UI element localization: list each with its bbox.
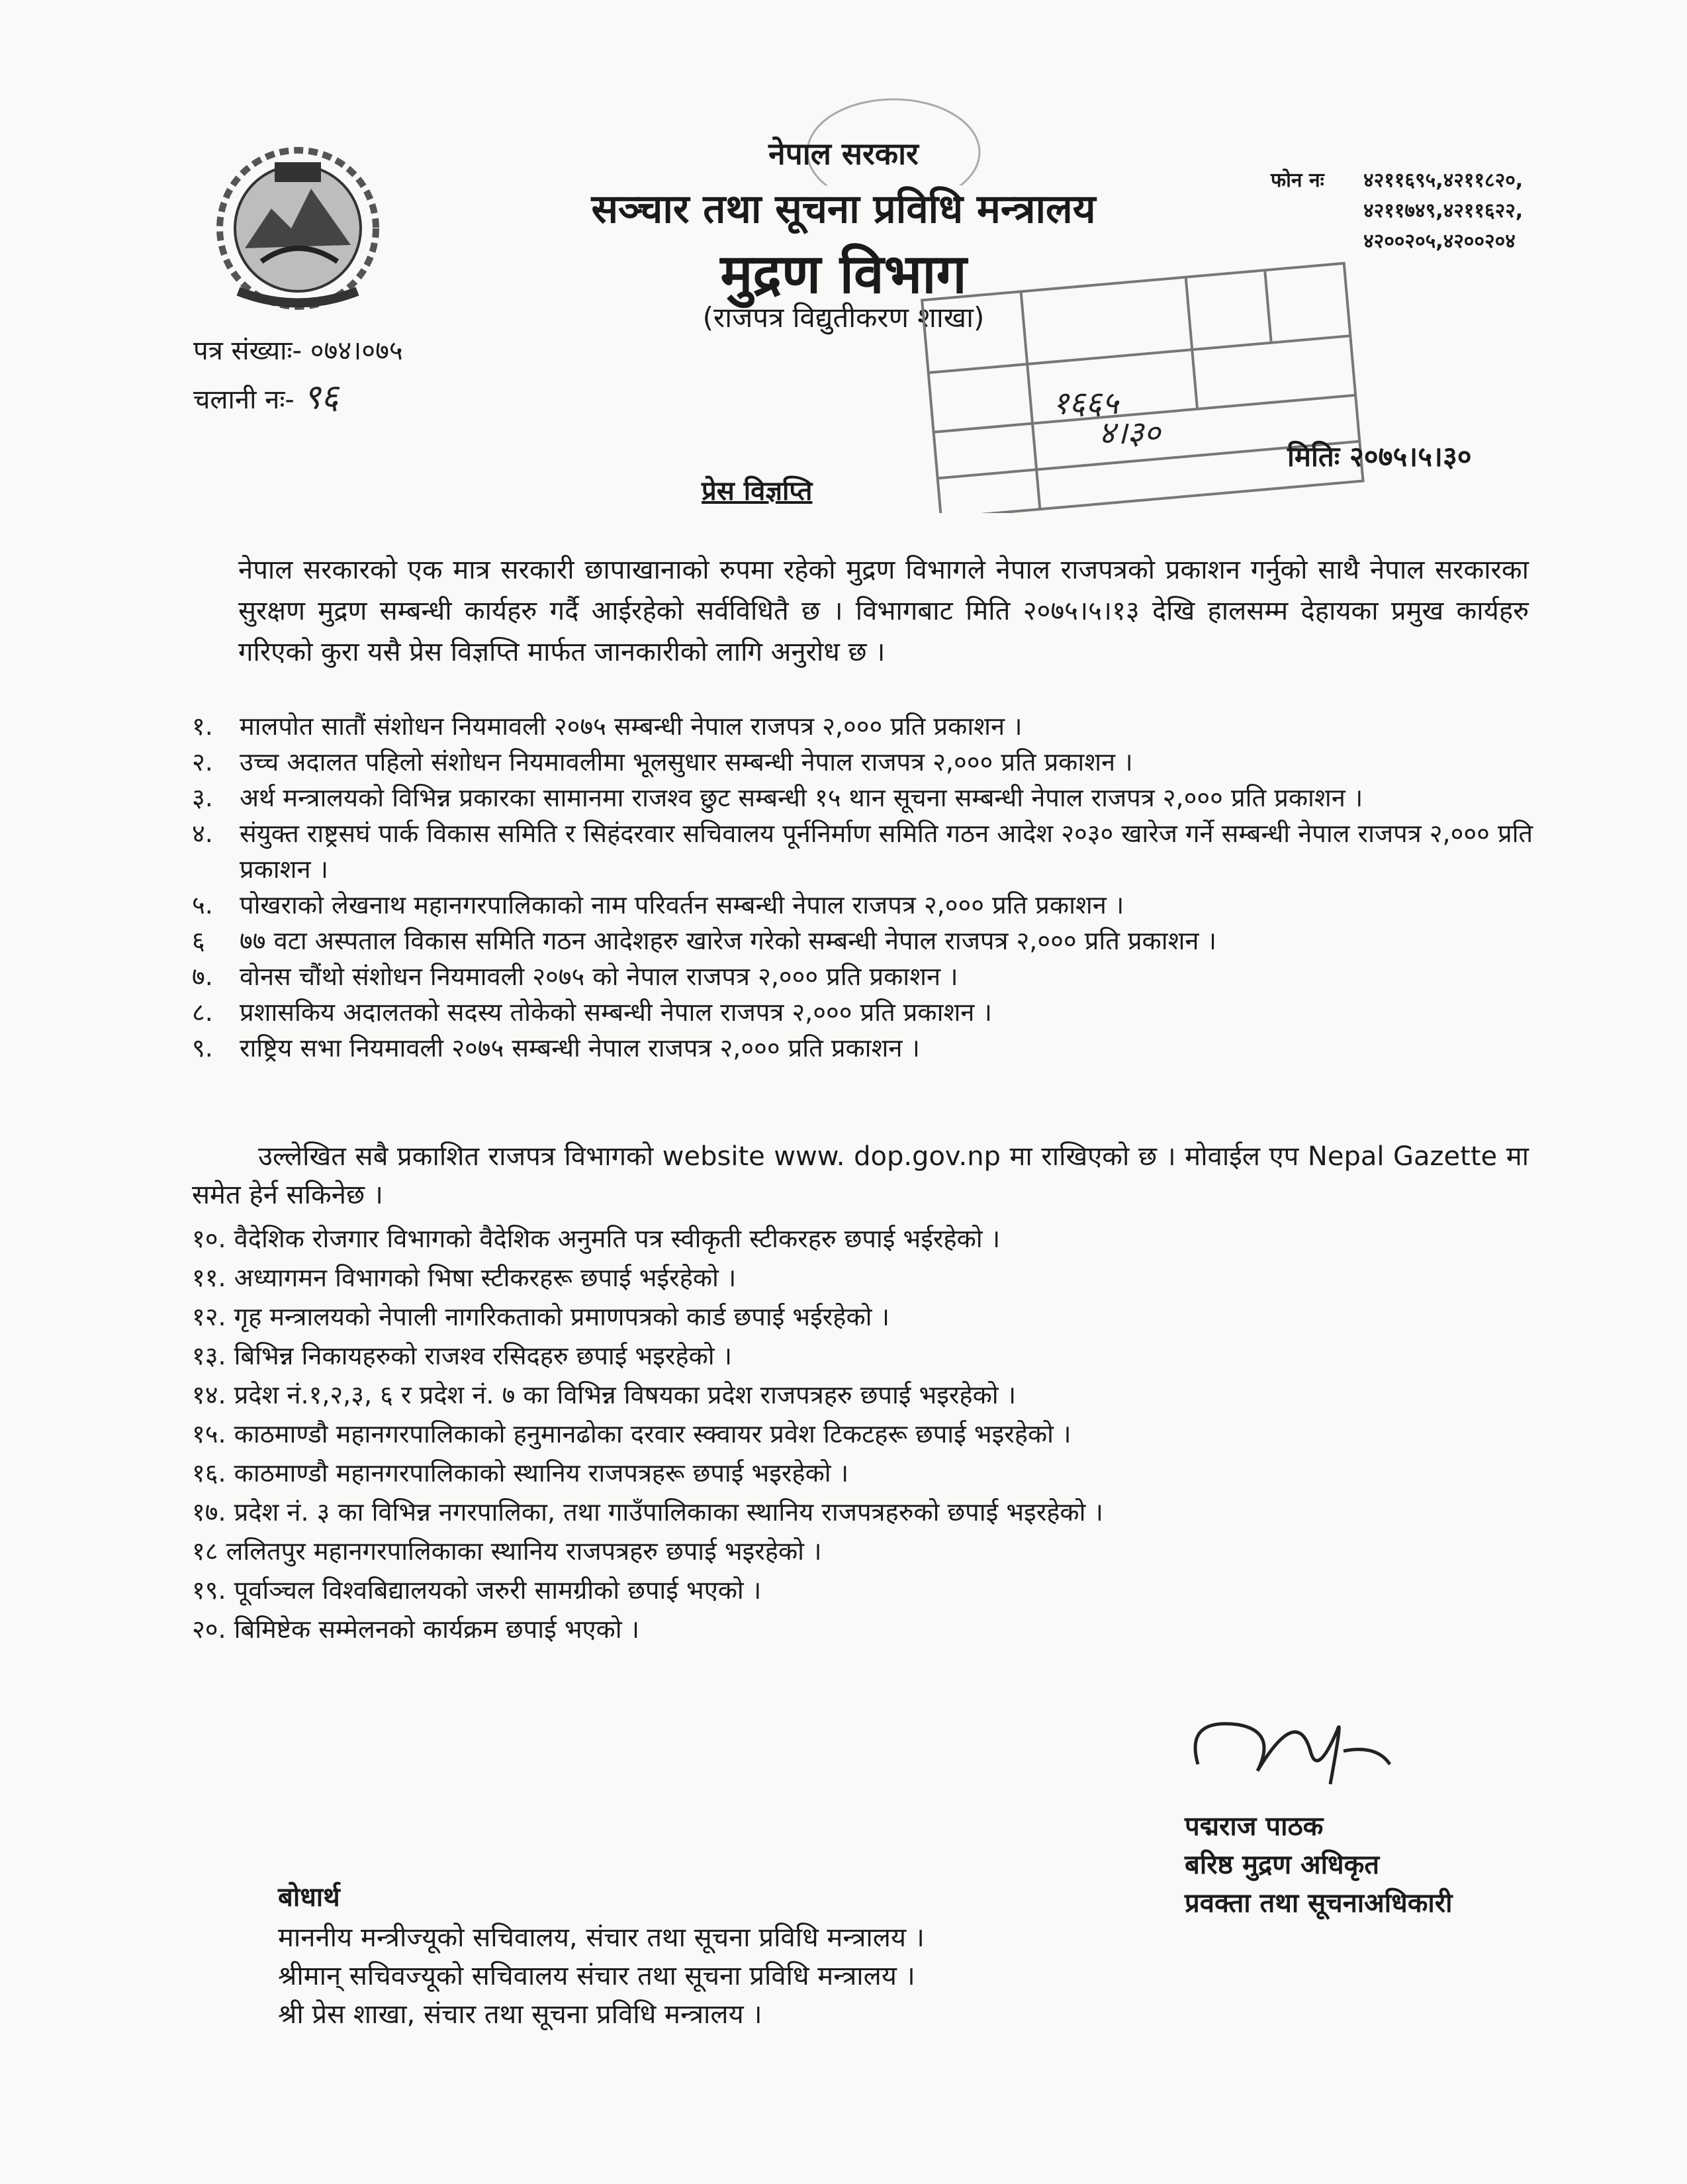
list-item (192, 708, 1542, 744)
cc-title: बोधार्थ (278, 1882, 340, 1913)
list-text: उच्च अदालत पहिलो संशोधन नियमावलीमा भूलसुधार सम्बन्धी नेपाल राजपत्र २,००० प्रति प्रकाशन । (240, 747, 1133, 777)
list-number: २. (192, 747, 213, 777)
list-item: १६. काठमाण्डौ महानगरपालिकाको स्थानिय राजपत्रहरू छपाई भइरहेको । (192, 1458, 849, 1488)
list-item: ११. अध्यागमन विभागको भिषा स्टीकरहरू छपाई भईरहेको । (192, 1263, 737, 1292)
list-item (192, 1030, 1542, 1066)
cc-recipient: माननीय मन्त्रीज्यूको सचिवालय, संचार तथा सूचना प्रविधि मन्त्रालय । (278, 1923, 925, 1953)
list-item: १८ ललितपुर महानगरपालिकाका स्थानिय राजपत्रहरु छपाई भइरहेको । (192, 1537, 822, 1566)
list-number: ५. (192, 890, 213, 920)
list-text: अर्थ मन्त्रालयको विभिन्न प्रकारका सामानमा राजश्व छुट सम्बन्धी १५ थान सूचना सम्बन्धी नेपाल राजपत्र २,००० प्रति प्रकाशन । (240, 783, 1363, 812)
list-text: संयुक्त राष्ट्रसघं पार्क विकास समिति र सिहंदरवार सचिवालय पूर्ननिर्माण समिति गठन आदेश २०३० खारेज गर्ने सम्बन्धी नेपाल राजपत्र २,००० प्रति प्रकाशन । (240, 819, 1533, 884)
list-item: १४. प्रदेश नं.१,२,३, ६ र प्रदेश नं. ७ का विभिन्न विषयका प्रदेश राजपत्रहरु छपाई भइरहेको । (192, 1380, 1017, 1409)
signatory-name: पद्मराज पाठक (1185, 1811, 1324, 1842)
list-text: मालपोत सातौं संशोधन नियमावली २०७५ सम्बन्धी नेपाल राजपत्र २,००० प्रति प्रकाशन । (240, 712, 1023, 741)
intro-paragraph: नेपाल सरकारको एक मात्र सरकारी छापाखानाको रुपमा रहेको मुद्रण विभागले नेपाल राजपत्रको प्रकाशन गर्नुको साथै नेपाल सरकारका सुरक्षण मुद्रण सम्बन्धी कार्यहरु गर्दै आईरहेको सर्वविधितै छ । विभागबाट मिति २०७५।५।१३ देखि हालसम्म देहायका प्रमुख कार्यहरु गरिएको कुरा यसै प्रेस विज्ञप्ति मार्फत जानकारीको लागि अनुरोध छ । (238, 555, 1529, 667)
cc-list (278, 1919, 925, 2034)
signatory-role: प्रवक्ता तथा सूचनाअधिकारी (1185, 1888, 1453, 1919)
list-item: २०. बिमिष्टेक सम्मेलनको कार्यक्रम छपाई भएको । (192, 1615, 640, 1644)
signatory-designation: बरिष्ठ मुद्रण अधिकृत (1185, 1850, 1380, 1880)
branch-name: (राजपत्र विद्युतीकरण शाखा) (702, 301, 985, 334)
list-text: पोखराको लेखनाथ महानगरपालिकाको नाम परिवर्तन सम्बन्धी नेपाल राजपत्र २,००० प्रति प्रकाशन । (240, 890, 1124, 920)
list-item: १२. गृह मन्त्रालयको नेपाली नागरिकताको प्रमाणपत्रको कार्ड छपाई भईरहेको । (192, 1302, 889, 1331)
phone-label: फोन नः (1271, 169, 1324, 192)
list-item: १७. प्रदेश नं. ३ का विभिन्न नगरपालिका, तथा गाउँपालिकाका स्थानिय राजपत्रहरुको छपाई भइरहेको । (192, 1497, 1103, 1527)
list-number: ९. (192, 1033, 213, 1063)
cc-recipient: श्रीमान् सचिवज्यूको सचिवालय संचार तथा सूचना प्रविधि मन्त्रालय । (278, 1961, 915, 1991)
printing-task-list (192, 1219, 1542, 1649)
government-name: नेपाल सरकार (768, 136, 919, 171)
list-item (192, 780, 1542, 816)
publication-list (192, 708, 1542, 1066)
phone-number: ४२००२०५,४२००२०४ (1363, 230, 1516, 253)
list-number: ४. (192, 819, 213, 848)
department-name: मुद्रण विभाग (720, 243, 967, 306)
dispatch-label: चलानी नः- (193, 385, 295, 415)
list-number: १. (192, 712, 213, 741)
stamp-handwritten-number: १६६५ (1052, 385, 1118, 422)
list-item (192, 959, 1542, 994)
list-text: राष्ट्रिय सभा नियमावली २०७५ सम्बन्धी नेपाल राजपत्र २,००० प्रति प्रकाशन । (240, 1033, 920, 1063)
phone-numbers (1363, 166, 1523, 257)
website-note: उल्लेखित सबै प्रकाशित राजपत्र विभागको website www. dop.gov.np मा राखिएको छ । मोवाईल एप Nepal Gazette मा समेत हेर्न सकिनेछ । (192, 1141, 1529, 1210)
list-item (192, 816, 1542, 887)
cc-recipient: श्री प्रेस शाखा, संचार तथा सूचना प्रविधि मन्त्रालय । (278, 1999, 762, 2030)
list-item (192, 744, 1542, 780)
document-date: मितिः २०७५।५।३० (1287, 440, 1472, 473)
list-item (192, 887, 1542, 923)
dispatch-number (193, 372, 339, 419)
list-text: ७७ वटा अस्पताल विकास समिति गठन आदेशहरु खारेज गरेको सम्बन्धी नेपाल राजपत्र २,००० प्रति प्रकाशन । (240, 926, 1216, 955)
list-item: १५. काठमाण्डौ महानगरपालिकाको हनुमानढोका दरवार स्क्वायर प्रवेश टिकटहरू छपाई भइरहेको । (192, 1419, 1071, 1448)
stamp-handwritten-number: ४।३० (1099, 414, 1161, 451)
list-item: १३. बिभिन्न निकायहरुको राजश्व रसिदहरु छपाई भइरहेको । (192, 1341, 733, 1370)
list-text: वोनस चौंथो संशोधन नियमावली २०७५ को नेपाल राजपत्र २,००० प्रति प्रकाशन । (240, 962, 958, 991)
list-item (192, 994, 1542, 1030)
list-item: १९. पूर्वाञ्चल विश्वबिद्यालयको जरुरी सामग्रीको छपाई भएको । (192, 1576, 762, 1605)
phone-number: ४२११७४९,४२११६२२, (1363, 199, 1524, 222)
signatory-block (1185, 1807, 1453, 1923)
ministry-name: सञ्चार तथा सूचना प्रविधि मन्त्रालय (591, 186, 1096, 232)
list-number: ७. (192, 962, 213, 991)
dispatch-value: ९६ (302, 377, 339, 417)
list-text: प्रशासकिय अदालतको सदस्य तोकेको सम्बन्धी नेपाल राजपत्र २,००० प्रति प्रकाशन । (240, 998, 992, 1027)
phone-number: ४२११६९५,४२११८२०, (1363, 169, 1524, 192)
list-number: ८. (192, 998, 213, 1027)
signature-icon (1178, 1691, 1403, 1797)
list-number: ६ (192, 926, 205, 955)
letter-number: पत्र संख्याः- ०७४।०७५ (193, 336, 403, 366)
list-item (192, 923, 1542, 959)
document-title: प्रेस विज्ञप्ति (702, 476, 813, 506)
list-number: ३. (192, 783, 213, 812)
list-item: १०. वैदेशिक रोजगार विभागको वैदेशिक अनुमति पत्र स्वीकृती स्टीकरहरु छपाई भईरहेको । (192, 1224, 1001, 1253)
